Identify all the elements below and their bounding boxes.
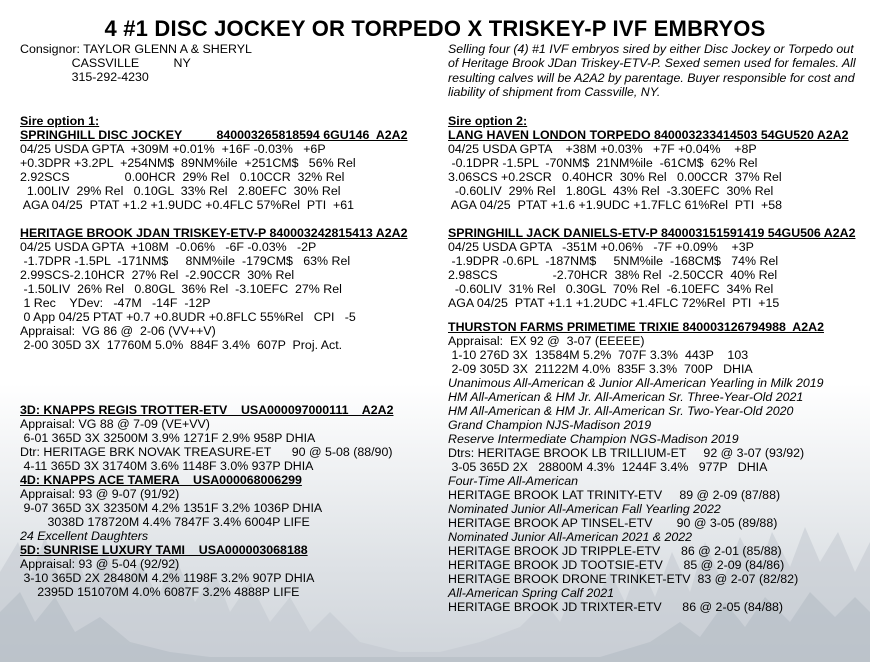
sire-option-2 <box>448 114 862 212</box>
consignor-name: Consignor: TAYLOR GLENN A & SHERYL <box>20 42 252 56</box>
maternal-grandsire-line: AGA 04/25 PTAT +1.1 +1.2UDC +1.4FLC 72%Rel PTI +15 <box>448 295 780 310</box>
granddam-line: Four-Time All-American <box>448 473 579 488</box>
sire-2-line: -0.60LIV 29% Rel 1.80GL 43% Rel -3.30EFC 30% Rel <box>448 183 774 198</box>
maternal-grandsire-block <box>448 226 862 310</box>
third-dam-line: 4-11 365D 3X 31740M 3.6% 1148F 3.0% 937P DHIA <box>20 459 314 473</box>
right-column <box>448 42 862 614</box>
dam-line: 2.99SCS-2.10HCR 27% Rel -2.90CCR 30% Rel <box>20 268 295 282</box>
maternal-grandsire-name: SPRINGHILL JACK DANIELS-ETV-P 840003151591419 54GU506 A2A2 <box>448 225 856 240</box>
granddam-line: HERITAGE BROOK JD TOOTSIE-ETV 85 @ 2-09 (84/86) <box>448 557 785 572</box>
dam-line: 1 Rec YDev: -47M -14F -12P <box>20 296 211 310</box>
maternal-grandsire-line: 2.98SCS -2.70HCR 38% Rel -2.50CCR 40% Rel <box>448 267 778 282</box>
fifth-dam-name: 5D: SUNRISE LUXURY TAMI USA000003068188 <box>20 543 308 557</box>
granddam-line: Unanimous All-American & Junior All-American Yearling in Milk 2019 <box>448 375 824 390</box>
granddam-line: HM All-American & HM Jr. All-American Sr. Three-Year-Old 2021 <box>448 389 804 404</box>
granddam-line: Nominated Junior All-American 2021 & 2022 <box>448 529 693 544</box>
granddam-line: Grand Champion NJS-Madison 2019 <box>448 417 652 432</box>
fifth-dam-line: Appraisal: 93 @ 5-04 (92/92) <box>20 557 180 571</box>
sire-1-line: +0.3DPR +3.2PL +254NM$ 89NM%ile +251CM$ 56% Rel <box>20 156 356 170</box>
granddam-line: Appraisal: EX 92 @ 3-07 (EEEEE) <box>448 333 645 348</box>
dam-line: -1.7DPR -1.5PL -171NM$ 8NM%ile -179CM$ 63% Rel <box>20 254 351 268</box>
consignor-phone: 315-292-4230 <box>20 70 149 84</box>
sire-1-line: 04/25 USDA GPTA +309M +0.01% +16F -0.03% +6P <box>20 142 326 156</box>
consignor-block <box>20 42 432 84</box>
granddam-block <box>448 320 862 614</box>
granddam-line: 2-09 305D 3X 21122M 4.0% 835F 3.3% 700P DHIA <box>448 361 753 376</box>
sire-2-line: -0.1DPR -1.5PL -70NM$ 21NM%ile -61CM$ 62% Rel <box>448 155 758 170</box>
maternal-grandsire-line: -0.60LIV 31% Rel 0.30GL 70% Rel -6.10EFC 34% Rel <box>448 281 774 296</box>
fifth-dam-line: 3-10 365D 2X 28480M 4.2% 1198F 3.2% 907P DHIA <box>20 571 315 585</box>
sire-2-line: AGA 04/25 PTAT +1.6 +1.9UDC +1.7FLC 61%Rel PTI +58 <box>448 197 783 212</box>
third-dam-name: 3D: KNAPPS REGIS TROTTER-ETV USA000097000111 A2A2 <box>20 403 394 417</box>
third-dam-line: Dtr: HERITAGE BRK NOVAK TREASURE-ET 90 @ 5-08 (88/90) <box>20 445 393 459</box>
left-column <box>20 42 432 599</box>
granddam-line: 1-10 276D 3X 13584M 5.2% 707F 3.3% 443P 103 <box>448 347 749 362</box>
granddam-lines <box>448 334 862 614</box>
granddam-line: HERITAGE BROOK JD TRIXTER-ETV 86 @ 2-05 (84/88) <box>448 599 784 614</box>
fourth-dam-lines <box>20 487 432 543</box>
granddam-line: HERITAGE BROOK DRONE TRINKET-ETV 83 @ 2-07 (82/82) <box>448 571 799 586</box>
sire-2-line: 3.06SCS +0.2SCR 0.40HCR 30% Rel 0.00CCR 37% Rel <box>448 169 782 184</box>
granddam-line: 3-05 365D 2X 28800M 4.3% 1244F 3.4% 977P DHIA <box>448 459 768 474</box>
granddam-line: Nominated Junior All-American Fall Yearling 2022 <box>448 501 721 516</box>
sire-2-line: 04/25 USDA GPTA +38M +0.03% +7F +0.04% +8P <box>448 141 757 156</box>
fourth-dam-line: 3038D 178720M 4.4% 7847F 3.4% 6004P LIFE <box>20 515 310 529</box>
third-dam-line: Appraisal: VG 88 @ 7-09 (VE+VV) <box>20 417 210 431</box>
third-dam-line: 6-01 365D 3X 32500M 3.9% 1271F 2.9% 958P DHIA <box>20 431 316 445</box>
granddam-line: All-American Spring Calf 2021 <box>448 585 614 600</box>
sire-2-name: LANG HAVEN LONDON TORPEDO 840003233414503 54GU520 A2A2 <box>448 127 849 142</box>
dam-line: 04/25 USDA GPTA +108M -0.06% -6F -0.03% -2P <box>20 240 317 254</box>
lot-description: Selling four (4) #1 IVF embryos sired by either Disc Jockey or Torpedo out of Heritage Brook JDan Triskey-ETV-P. Sexed semen used for females. All resulting calves will be A2A2 by parentage. Buyer responsible for cost and liability of shipment from Cassville, NY. <box>448 42 856 100</box>
dam-block <box>20 226 432 352</box>
fourth-dam-name: 4D: KNAPPS ACE TAMERA USA000068006299 <box>20 473 302 487</box>
sire-1-line: AGA 04/25 PTAT +1.2 +1.9UDC +0.4FLC 57%Rel PTI +61 <box>20 198 355 212</box>
granddam-line: Dtrs: HERITAGE BROOK LB TRILLIUM-ET 92 @ 3-07 (93/92) <box>448 445 805 460</box>
maternal-grandsire-line: 04/25 USDA GPTA -351M +0.06% -7F +0.09% +3P <box>448 239 754 254</box>
fourth-dam-line: 9-07 365D 3X 32350M 4.2% 1351F 3.2% 1036P DHIA <box>20 501 323 515</box>
fourth-dam-block <box>20 473 432 543</box>
granddam-line: Reserve Intermediate Champion NGS-Madison 2019 <box>448 431 739 446</box>
granddam-name: THURSTON FARMS PRIMETIME TRIXIE 840003126794988 A2A2 <box>448 319 824 334</box>
dam-line: 2-00 305D 3X 17760M 5.0% 884F 3.4% 607P Proj. Act. <box>20 338 343 352</box>
dam-line: 0 App 04/25 PTAT +0.7 +0.8UDR +0.8FLC 55%Rel CPI -5 <box>20 310 356 324</box>
sire-1-line: 1.00LIV 29% Rel 0.10GL 33% Rel 2.80EFC 30% Rel <box>20 184 341 198</box>
sire-option-2-heading: Sire option 2: <box>448 113 528 128</box>
fourth-dam-line: Appraisal: 93 @ 9-07 (91/92) <box>20 487 180 501</box>
fifth-dam-block <box>20 543 432 599</box>
dam-name: HERITAGE BROOK JDAN TRISKEY-ETV-P 840003242815413 A2A2 <box>20 226 408 240</box>
sire-1-line: 2.92SCS 0.00HCR 29% Rel 0.10CCR 32% Rel <box>20 170 345 184</box>
sire-1-name: SPRINGHILL DISC JOCKEY 840003265818594 6GU146 A2A2 <box>20 128 408 142</box>
maternal-grandsire-line: -1.9DPR -0.6PL -187NM$ 5NM%ile -168CM$ 74% Rel <box>448 253 779 268</box>
third-dam-lines <box>20 417 432 473</box>
sire-option-1-heading: Sire option 1: <box>20 114 100 128</box>
fifth-dam-lines <box>20 557 432 599</box>
third-dam-block <box>20 403 432 473</box>
consignor-location: CASSVILLE NY <box>20 56 191 70</box>
lot-title: 4 #1 DISC JOCKEY OR TORPEDO X TRISKEY-P IVF EMBRYOS <box>104 16 766 41</box>
granddam-line: HERITAGE BROOK LAT TRINITY-ETV 89 @ 2-09 (87/88) <box>448 487 781 502</box>
granddam-line: HERITAGE BROOK JD TRIPPLE-ETV 86 @ 2-01 (85/88) <box>448 543 782 558</box>
dam-line: Appraisal: VG 86 @ 2-06 (VV++V) <box>20 324 216 338</box>
granddam-line: HERITAGE BROOK AP TINSEL-ETV 90 @ 3-05 (89/88) <box>448 515 778 530</box>
sire-option-1 <box>20 114 432 212</box>
granddam-line: HM All-American & HM Jr. All-American Sr. Two-Year-Old 2020 <box>448 403 794 418</box>
fifth-dam-line: 2395D 151070M 4.0% 6087F 3.2% 4888P LIFE <box>20 585 300 599</box>
fourth-dam-line: 24 Excellent Daughters <box>20 529 149 543</box>
dam-line: -1.50LIV 26% Rel 0.80GL 36% Rel -3.10EFC 27% Rel <box>20 282 342 296</box>
